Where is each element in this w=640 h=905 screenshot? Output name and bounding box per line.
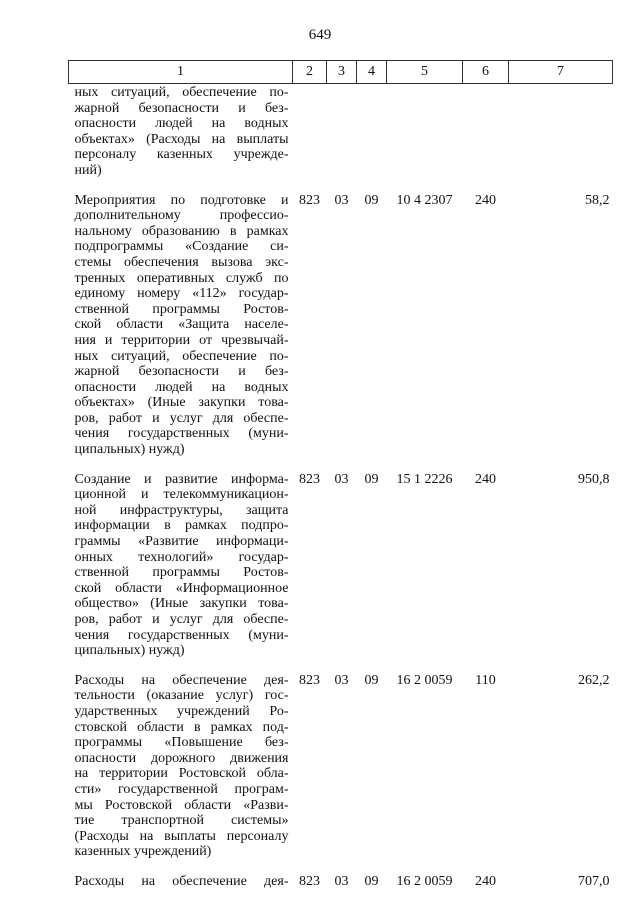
- column-header-4: 4: [357, 61, 387, 84]
- row-admin-code: [293, 84, 327, 179]
- description-line: чения государственных (муни-: [74, 627, 289, 643]
- row-target-article-code: [387, 84, 463, 179]
- budget-table: [68, 60, 613, 890]
- description-line: ров, работ и услуг для обеспе-: [74, 612, 289, 627]
- row-subsection-code: 09: [364, 192, 379, 208]
- description-line: ципальных) нужд): [74, 442, 185, 458]
- column-header-1: 1: [69, 61, 293, 84]
- row-target-article-code: 10 4 2307: [396, 192, 453, 208]
- description-line: персоналу казенных учрежде-: [74, 147, 289, 163]
- description-line: стемы обеспечения вызова экс-: [74, 254, 289, 270]
- column-header-7: 7: [509, 61, 613, 84]
- table-row: [69, 179, 613, 458]
- description-line: нальному образованию в рамках: [74, 223, 289, 239]
- row-target-article-code: 16 2 0059: [396, 873, 453, 889]
- column-header-6: 6: [463, 61, 509, 84]
- description-line: опасности людей на водных: [74, 379, 289, 395]
- row-expense-type-code: 240: [475, 873, 496, 889]
- description-line: ных ситуаций, обеспечение по-: [74, 348, 289, 364]
- row-expense-type-code: 240: [475, 192, 496, 208]
- row-section-code: [327, 84, 357, 179]
- description-line: Расходы на обеспечение дея-: [74, 672, 289, 688]
- column-header-2: 2: [293, 61, 327, 84]
- row-section-code: 03: [334, 873, 349, 889]
- description-line: ской области «Защита населе-: [74, 317, 289, 333]
- description-line: жарной безопасности и без-: [74, 364, 289, 380]
- row-amount: 262,2: [578, 672, 610, 688]
- description-line: ной инфраструктуры, защита: [74, 502, 289, 518]
- table-row: [69, 860, 613, 890]
- page-number: 649: [308, 27, 332, 43]
- description-line: граммы «Развитие информаци-: [74, 534, 289, 550]
- description-line: ственной программы Ростов-: [74, 301, 289, 317]
- row-amount: 950,8: [578, 471, 610, 487]
- row-admin-code: 823: [299, 873, 320, 889]
- description-line: ния и территории от чрезвычай-: [74, 332, 289, 348]
- description-line: казенных учреждений): [74, 844, 212, 860]
- table-row: [69, 458, 613, 659]
- description-line: Расходы на обеспечение дея-: [74, 873, 289, 889]
- row-description: [69, 179, 293, 458]
- row-target-article-code: 15 1 2226: [396, 471, 453, 487]
- row-section-code: 03: [334, 192, 349, 208]
- row-amount: 707,0: [578, 873, 610, 889]
- row-amount: 58,2: [585, 192, 610, 208]
- row-description: [69, 458, 293, 659]
- description-line: информации в рамках подпро-: [74, 518, 289, 534]
- table-row: [69, 659, 613, 860]
- description-line: ных ситуаций, обеспечение по-: [74, 85, 289, 100]
- description-line: Мероприятия по подготовке и: [74, 192, 289, 208]
- column-header-5: 5: [387, 61, 463, 84]
- row-target-article-code: 16 2 0059: [396, 672, 453, 688]
- table-row: [69, 84, 613, 179]
- description-line: ров, работ и услуг для обеспе-: [74, 410, 289, 426]
- description-line: подпрограммы «Создание си-: [74, 239, 289, 255]
- description-line: тие транспортной системы»: [74, 813, 289, 829]
- description-line: ской области «Информационное: [74, 580, 289, 596]
- column-header-3: 3: [327, 61, 357, 84]
- description-line: программы «Повышение без-: [74, 735, 289, 751]
- row-subsection-code: 09: [364, 672, 379, 688]
- description-line: опасности дорожного движения: [74, 750, 289, 766]
- description-line: ударственных учреждений Ро-: [74, 703, 289, 719]
- description-line: дополнительному профессио-: [74, 208, 289, 224]
- table-body: [69, 84, 613, 890]
- row-expense-type-code: 110: [475, 672, 496, 688]
- description-line: чения государственных (муни-: [74, 426, 289, 442]
- row-description: [69, 659, 293, 860]
- row-admin-code: 823: [299, 192, 320, 208]
- description-line: общество» (Иные закупки това-: [74, 596, 289, 612]
- description-line: стовской области в рамках под-: [74, 719, 289, 735]
- row-section-code: 03: [334, 672, 349, 688]
- row-section-code: 03: [334, 471, 349, 487]
- description-line: тренных оперативных служб по: [74, 270, 289, 286]
- description-line: тельности (оказание услуг) гос-: [74, 688, 289, 704]
- description-line: ципальных) нужд): [74, 643, 185, 659]
- row-description: [69, 860, 293, 890]
- row-subsection-code: [357, 84, 387, 179]
- description-line: объектах» (Расходы на выплаты: [74, 131, 289, 147]
- description-line: объектах» (Иные закупки това-: [74, 395, 289, 411]
- description-line: сти» государственной програм-: [74, 781, 289, 797]
- description-line: мы Ростовской области «Разви-: [74, 797, 289, 813]
- description-line: ственной программы Ростов-: [74, 565, 289, 581]
- row-admin-code: 823: [299, 672, 320, 688]
- description-line: Создание и развитие информа-: [74, 471, 289, 487]
- description-line: единому номеру «112» государ-: [74, 286, 289, 302]
- description-line: жарной безопасности и без-: [74, 100, 289, 116]
- row-expense-type-code: 240: [475, 471, 496, 487]
- row-subsection-code: 09: [364, 873, 379, 889]
- description-line: ний): [74, 162, 102, 178]
- row-expense-type-code: [463, 84, 509, 179]
- header-row: [69, 61, 613, 84]
- description-line: ционной и телекоммуникацион-: [74, 487, 289, 503]
- row-description: [69, 84, 293, 179]
- description-line: опасности людей на водных: [74, 116, 289, 132]
- row-subsection-code: 09: [364, 471, 379, 487]
- description-line: (Расходы на выплаты персоналу: [74, 828, 289, 844]
- row-amount: [509, 84, 613, 179]
- row-admin-code: 823: [299, 471, 320, 487]
- description-line: на территории Ростовской обла-: [74, 766, 289, 782]
- description-line: онных технологий» государ-: [74, 549, 289, 565]
